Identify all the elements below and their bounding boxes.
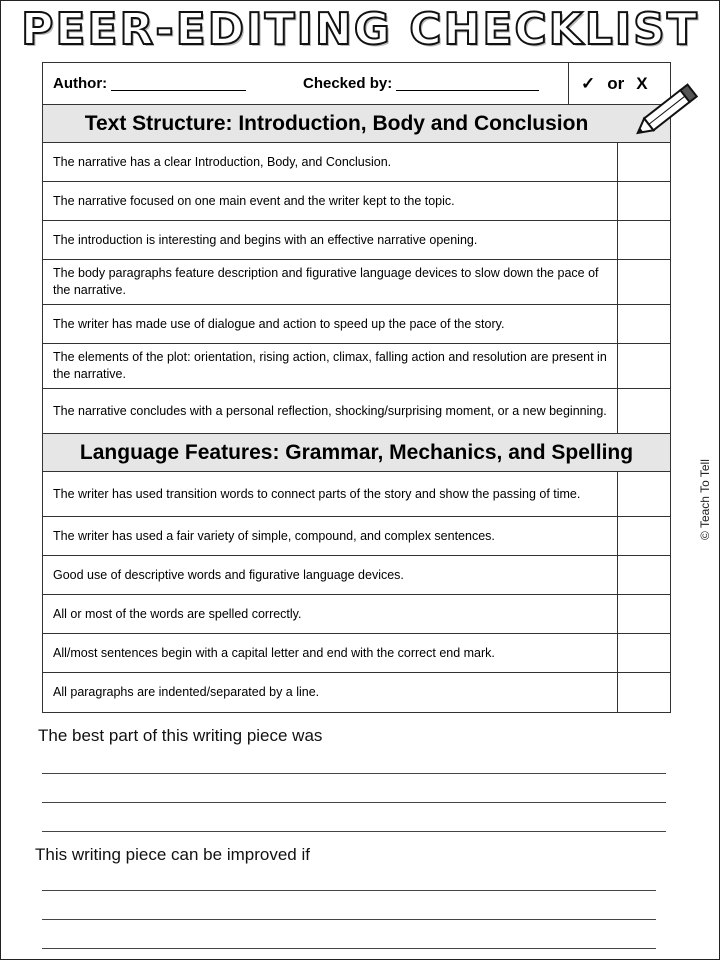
checklist-table	[42, 62, 671, 713]
checklist-row	[43, 595, 670, 634]
x-icon: X	[636, 73, 648, 93]
checklist-row	[43, 673, 670, 712]
checklist-item-text: The body paragraphs feature description and figurative language devices to slow down the pace of the narrative.	[53, 266, 599, 297]
check-box[interactable]	[617, 556, 670, 594]
checklist-row	[43, 344, 670, 389]
checklist-item-text: The narrative concludes with a personal reflection, shocking/surprising moment, or a new beginning.	[53, 403, 607, 418]
checklist-item-text: Good use of descriptive words and figurative language devices.	[53, 567, 404, 582]
or-text: or	[607, 73, 625, 93]
check-box[interactable]	[617, 344, 670, 388]
check-box[interactable]	[617, 595, 670, 633]
check-box[interactable]	[617, 143, 670, 181]
answer-line[interactable]	[42, 948, 656, 949]
checklist-item-text: The writer has made use of dialogue and action to speed up the pace of the story.	[53, 316, 505, 331]
improved-prompt: This writing piece can be improved if	[35, 845, 310, 864]
checklist-row	[43, 517, 670, 556]
answer-line[interactable]	[42, 831, 666, 832]
section-heading-language-features: Language Features: Grammar, Mechanics, and Spelling	[43, 434, 670, 472]
checklist-row	[43, 260, 670, 305]
section-heading-text-structure: Text Structure: Introduction, Body and Conclusion	[43, 105, 670, 143]
checked-by-label: Checked by:	[303, 75, 393, 92]
checked-by-field[interactable]	[303, 63, 568, 104]
checklist-item-text: All paragraphs are indented/separated by a line.	[53, 685, 320, 699]
check-box[interactable]	[617, 472, 670, 516]
checklist-row	[43, 305, 670, 344]
answer-line[interactable]	[42, 890, 656, 891]
best-part-prompt: The best part of this writing piece was	[38, 726, 323, 745]
checklist-item-text: The introduction is interesting and begins with an effective narrative opening.	[53, 232, 478, 247]
checklist-row	[43, 472, 670, 517]
check-box[interactable]	[617, 517, 670, 555]
checklist-header-row	[43, 63, 670, 105]
checklist-item-text: The narrative has a clear Introduction, Body, and Conclusion.	[53, 154, 392, 169]
answer-line[interactable]	[42, 773, 666, 774]
author-label: Author:	[53, 75, 108, 92]
checklist-row	[43, 556, 670, 595]
check-box[interactable]	[617, 221, 670, 259]
check-icon: ✓	[581, 73, 596, 93]
answer-line[interactable]	[42, 802, 666, 803]
check-box[interactable]	[617, 389, 670, 433]
copyright-text: © Teach To Tell	[698, 459, 712, 540]
checklist-item-text: All or most of the words are spelled correctly.	[53, 606, 302, 621]
check-box[interactable]	[617, 260, 670, 304]
checklist-item-text: The narrative focused on one main event and the writer kept to the topic.	[53, 193, 455, 208]
author-field[interactable]	[43, 63, 303, 104]
checked-by-blank[interactable]	[396, 77, 539, 91]
checklist-row	[43, 389, 670, 434]
check-box[interactable]	[617, 305, 670, 343]
checklist-item-text: The elements of the plot: orientation, rising action, climax, falling action and resolution are present in the narrative.	[53, 350, 607, 381]
check-box[interactable]	[617, 182, 670, 220]
checklist-row	[43, 143, 670, 182]
checklist-item-text: The writer has used a fair variety of simple, compound, and complex sentences.	[53, 528, 495, 543]
check-box[interactable]	[617, 634, 670, 672]
checklist-item-text: The writer has used transition words to connect parts of the story and show the passing of time.	[53, 486, 581, 501]
checklist-row	[43, 182, 670, 221]
answer-line[interactable]	[42, 919, 656, 920]
checklist-row	[43, 221, 670, 260]
page-title: PEER-EDITING CHECKLIST	[21, 4, 699, 55]
checklist-item-text: All/most sentences begin with a capital letter and end with the correct end mark.	[53, 645, 495, 660]
checklist-row	[43, 634, 670, 673]
author-blank[interactable]	[111, 77, 246, 91]
pencil-icon	[630, 78, 706, 142]
check-box[interactable]	[617, 673, 670, 712]
